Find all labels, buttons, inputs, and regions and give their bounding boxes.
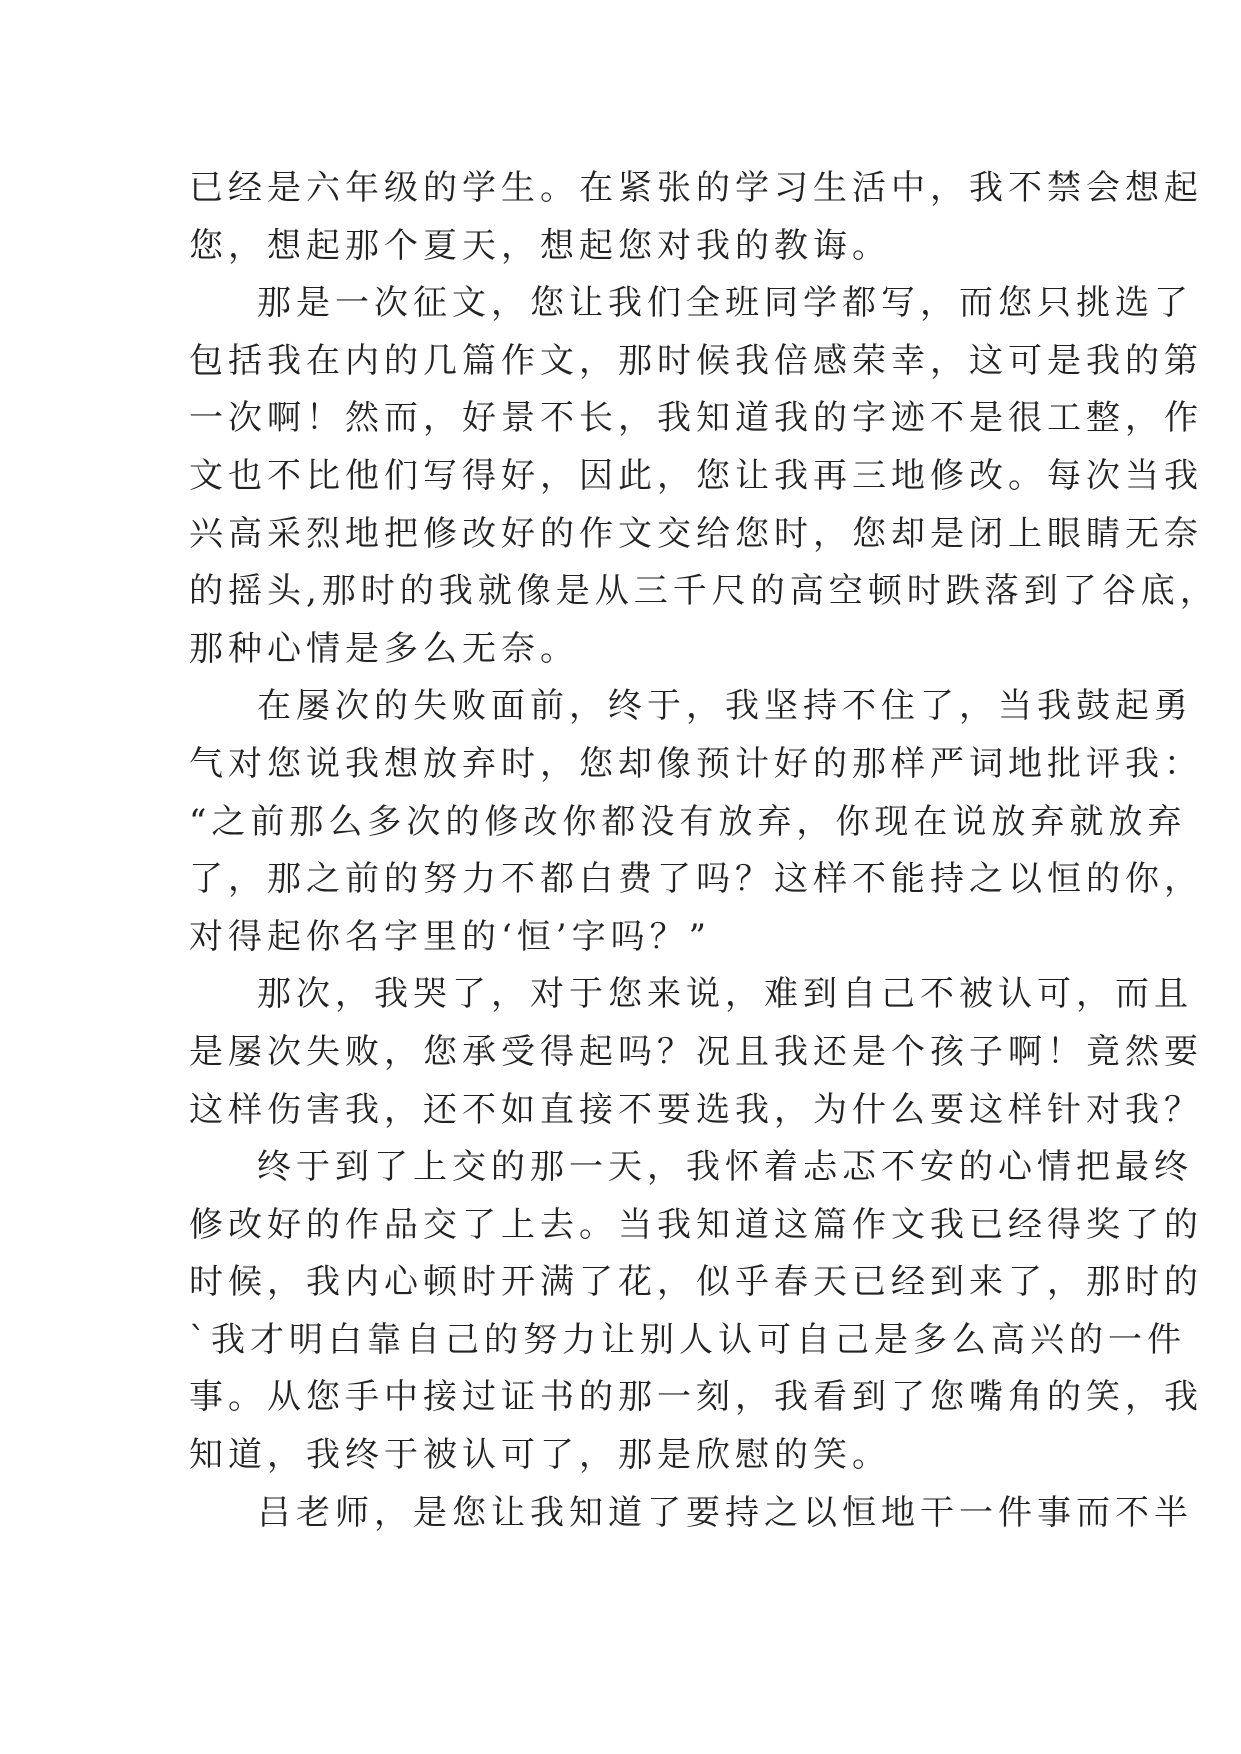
text-line: 知道，我终于被认可了，那是欣慰的笑。 [189,1435,891,1476]
text-line: 是屡次失败，您承受得起吗？况且我还是个孩子啊！竟然要 [189,1031,1203,1072]
text-line: 吕老师，是您让我知道了要持之以恒地干一件事而不半 [257,1492,1193,1533]
text-line: 对得起你名字里的‘恒’字吗？” [189,916,711,957]
text-line: 修改好的作品交了上去。当我知道这篇作文我已经得奖了的 [189,1204,1203,1245]
text-line: 兴高采烈地把修改好的作文交给您时，您却是闭上眼睛无奈 [189,513,1203,554]
text-line: 终于到了上交的那一天，我怀着忐忑不安的心情把最终 [257,1147,1193,1188]
text-line: 了，那之前的努力不都白费了吗？这样不能持之以恒的你， [189,859,1203,900]
document-body [189,160,1219,1542]
text-line: “之前那么多次的修改你都没有放弃，你现在说放弃就放弃 [189,801,1187,842]
text-line: `我才明白靠自己的努力让别人认可自己是多么高兴的一件 [189,1319,1186,1360]
text-line: 文也不比他们写得好，因此，您让我再三地修改。每次当我 [189,455,1203,496]
text-line: 那种心情是多么无奈。 [189,628,579,669]
text-line: 包括我在内的几篇作文，那时候我倍感荣幸，这可是我的第 [189,340,1203,381]
text-line: 这样伤害我，还不如直接不要选我，为什么要这样针对我？ [189,1089,1203,1130]
text-line: 一次啊！然而，好景不长，我知道我的字迹不是很工整，作 [189,398,1203,439]
text-line: 时候，我内心顿时开满了花，似乎春天已经到来了，那时的 [189,1262,1203,1303]
text-line: 在屡次的失败面前，终于，我坚持不住了，当我鼓起勇 [257,686,1193,727]
text-line: 事。从您手中接过证书的那一刻，我看到了您嘴角的笑，我 [189,1377,1203,1418]
text-line: 那是一次征文，您让我们全班同学都写，而您只挑选了 [257,283,1193,324]
text-line: 的摇头,那时的我就像是从三千尺的高空顿时跌落到了谷底， [189,571,1219,612]
text-line: 您，想起那个夏天，想起您对我的教诲。 [189,225,891,266]
text-line: 已经是六年级的学生。在紧张的学习生活中，我不禁会想起 [189,168,1203,208]
text-line: 气对您说我想放弃时，您却像预计好的那样严词地批评我： [189,743,1203,784]
text-line: 那次，我哭了，对于您来说，难到自己不被认可，而且 [257,974,1193,1015]
